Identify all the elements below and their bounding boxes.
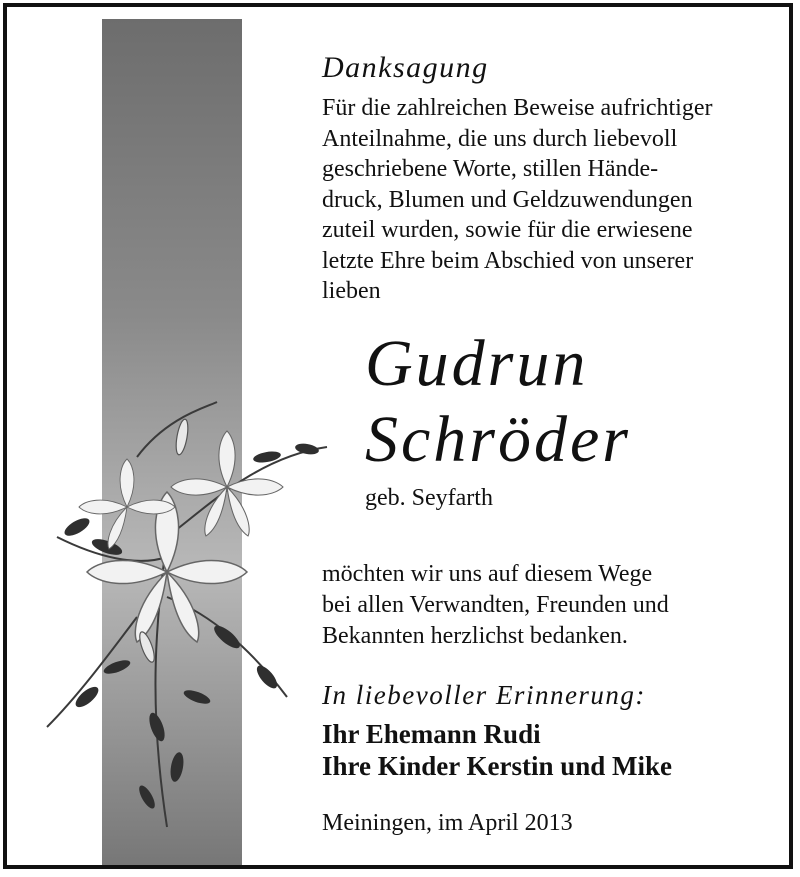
last-name: Schröder: [365, 403, 631, 476]
place-date: Meiningen, im April 2013: [322, 810, 573, 836]
signature-husband: Ihr Ehemann Rudi: [322, 719, 541, 749]
maiden-name: geb. Seyfarth: [365, 485, 493, 511]
memory-line: In liebevoller Erinnerung:: [322, 680, 646, 710]
lily-bouquet-icon: [17, 397, 337, 837]
first-name: Gudrun: [365, 327, 589, 400]
heading: Danksagung: [322, 51, 489, 84]
intro-block: [322, 51, 792, 307]
obituary-frame: [3, 3, 793, 869]
thanks-text: möchten wir uns auf diesem Wege bei allen Verwandten, Freunden und Bekannten herzlichst bedanken.: [322, 561, 669, 649]
intro-text: Für die zahlreichen Beweise aufrichtiger Anteilnahme, die uns durch liebevoll geschriebene Worte, stillen Hände- druck, Blumen und Geldzuwendungen zuteil wurden, sowie für die erwiesene letzte Ehre beim Abschied von unserer lieben: [322, 95, 713, 304]
signature-children: Ihre Kinder Kerstin und Mike: [322, 751, 673, 781]
